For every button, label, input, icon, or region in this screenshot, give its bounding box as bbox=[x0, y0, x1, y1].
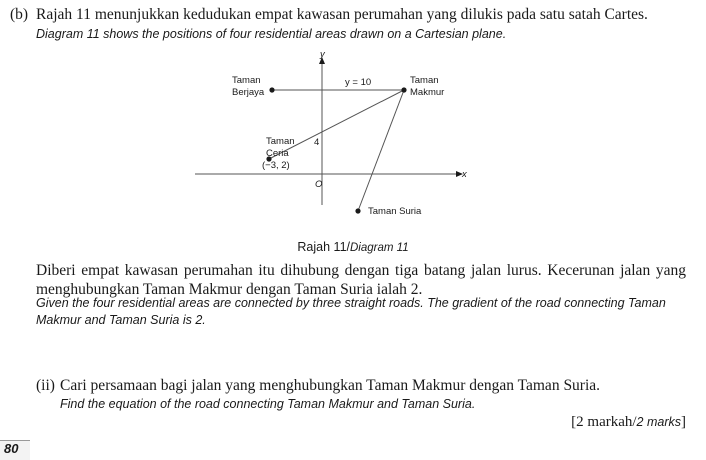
caption-malay: Rajah 11/ bbox=[297, 240, 350, 254]
line-label: y = 10 bbox=[345, 77, 372, 88]
diagram-caption bbox=[0, 240, 706, 254]
marks-malay: [2 markah/ bbox=[571, 414, 637, 430]
road-ceria-makmur bbox=[269, 90, 404, 159]
y-axis-label: y bbox=[320, 49, 325, 60]
point-taman-suria bbox=[355, 208, 360, 213]
label-makmur-1: Taman bbox=[410, 75, 439, 86]
label-ceria-1: Taman bbox=[266, 136, 295, 147]
point-taman-berjaya bbox=[269, 87, 274, 92]
label-ceria-2: Ceria bbox=[266, 148, 289, 159]
label-berjaya-1: Taman bbox=[232, 75, 261, 86]
label-makmur-2: Makmur bbox=[410, 87, 445, 98]
question-label: (b) bbox=[10, 6, 29, 23]
paragraph-english: Given the four residential areas are connected by three straight roads. The gradient of the road connecting Taman Makmur and Taman Suria is 2. bbox=[36, 296, 666, 327]
label-ceria-coord: (−3, 2) bbox=[262, 160, 290, 171]
marks-label bbox=[571, 414, 686, 431]
subquestion-text-english: Find the equation of the road connecting Taman Makmur and Taman Suria. bbox=[60, 397, 476, 411]
point-taman-makmur bbox=[401, 87, 406, 92]
label-berjaya-2: Berjaya bbox=[232, 87, 265, 98]
question-text-english: Diagram 11 shows the positions of four residential areas drawn on a Cartesian plane. bbox=[36, 27, 507, 41]
tick-4-label: 4 bbox=[314, 137, 320, 148]
caption-english: Diagram 11 bbox=[350, 242, 409, 254]
subquestion-text-malay: Cari persamaan bagi jalan yang menghubungkan Taman Makmur dengan Taman Suria. bbox=[60, 377, 601, 394]
road-makmur-suria bbox=[358, 90, 404, 211]
paragraph-malay: Diberi empat kawasan perumahan itu dihubung dengan tiga batang jalan lurus. Kecerunan jalan yang menghubungkan Taman Makmur dengan Taman Suria ialah 2. bbox=[36, 262, 686, 298]
x-axis-label: x bbox=[462, 169, 467, 180]
origin-label: O bbox=[315, 179, 323, 190]
marks-close: ] bbox=[681, 414, 686, 430]
label-suria: Taman Suria bbox=[368, 206, 422, 217]
question-text-malay: Rajah 11 menunjukkan kedudukan empat kawasan perumahan yang dilukis pada satu satah Cartes. bbox=[36, 6, 648, 23]
page-number: 80 bbox=[0, 440, 30, 460]
marks-english: 2 marks bbox=[636, 415, 681, 429]
subquestion-label: (ii) bbox=[36, 377, 55, 394]
